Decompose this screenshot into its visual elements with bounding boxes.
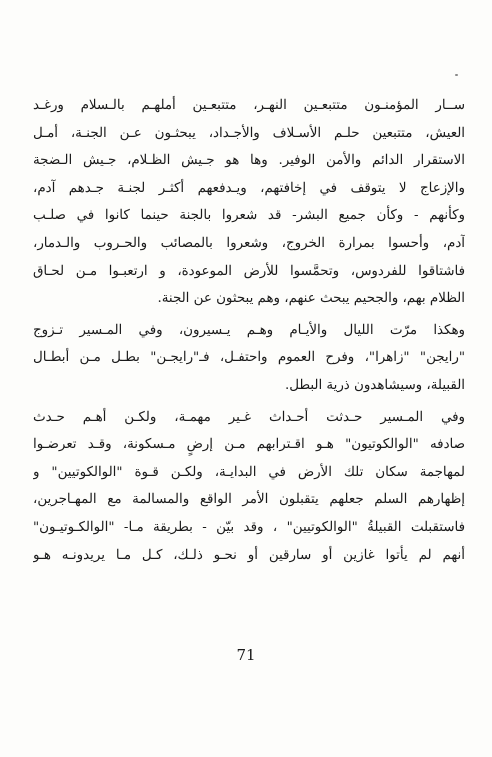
paragraph-1-line-6: آدم، وأحسوا بمرارة الخروج، وشعروا بالمصائب والحـروب والـدمار، — [33, 235, 465, 251]
page-number: 71 — [236, 646, 256, 664]
paragraph-3-line-3: لمهاجمة سكان تلك الأرض في البدايـة، ولكـن قـوة "الوالكوتيين" و — [33, 464, 465, 480]
paragraph-3-line-1: وفي المـسير حـدثت أحـداث غـير مهمـة، ولكـن أهـم حـدث — [33, 409, 465, 425]
paragraph-1-line-7: فاشتاقوا للفردوس، وتحمَّسوا للأرض الموعودة، و ارتعبـوا مـن لحـاق — [33, 263, 465, 279]
paragraph-1-line-3: الاستقرار الدائم والأمن الوفير. وها هو جـيش الظـلام، جـيش الـضجة — [33, 153, 465, 169]
paragraph-1-line-5: وكأنهم - وكأن جميع البشر- قد شعروا بالجنة حينما كانوا في صلـب — [33, 208, 465, 224]
paragraph-1-line-2: العيش، متتبعين حلـم الأسـلاف والأجـداد، يبحثـون عـن الجنـة، أمـل — [33, 125, 465, 141]
paragraph-3-line-6: أنهم لم يأتوا غازين أو سارقين أو نحـو ذلـك، كـل مـا يريدونـه هـو — [33, 547, 465, 563]
paragraph-3-line-4: إظهارهم السلم جعلهم يتقبلون الأمر الواقع والمسالمة مع المهـاجرين، — [33, 492, 465, 508]
paragraph-1-line-1: ســار المؤمنـون متتبعـين النهـر، متتبعـين أملهـم بالـسلام ورغـد — [33, 98, 465, 113]
paragraph-3-line-5: فاستقبلت القبيلةُ "الوالكوتيين" ، وقد بيّن - بطريقة مـا- "الوالكـوتيـون" — [33, 519, 465, 535]
ink-speck — [455, 74, 458, 76]
paragraph-3-line-2: صادفه "الوالكوتيون" هـو اقـترابهم مـن إرضٍ مـسكونة، وقـد تعرضـوا — [33, 437, 465, 453]
paragraph-2-line-3: القبيلة، وسيشاهدون ذرية البطل. — [284, 377, 465, 393]
paragraph-1-line-8: الظلام بهم، والجحيم يبحث عنهم، وهم يبحثون عن الجنة. — [157, 291, 465, 307]
paragraph-2-line-1: وهكذا مرّت الليال والأيـام وهـم يـسيرون، وفي المـسير تـزوج — [33, 322, 465, 338]
body-text — [33, 92, 465, 569]
paragraph-1-line-4: والإزعاج لا يتوقف في إخافتهم، ويـدفعهم أكثـر لجنـة جـدهم آدم، — [33, 180, 465, 196]
paragraph-2-line-2: "رايجن" "زاهرا"، وفرح العموم واحتفـل، فـ"رايجـن" بطـل مـن أبطـال — [33, 350, 465, 366]
